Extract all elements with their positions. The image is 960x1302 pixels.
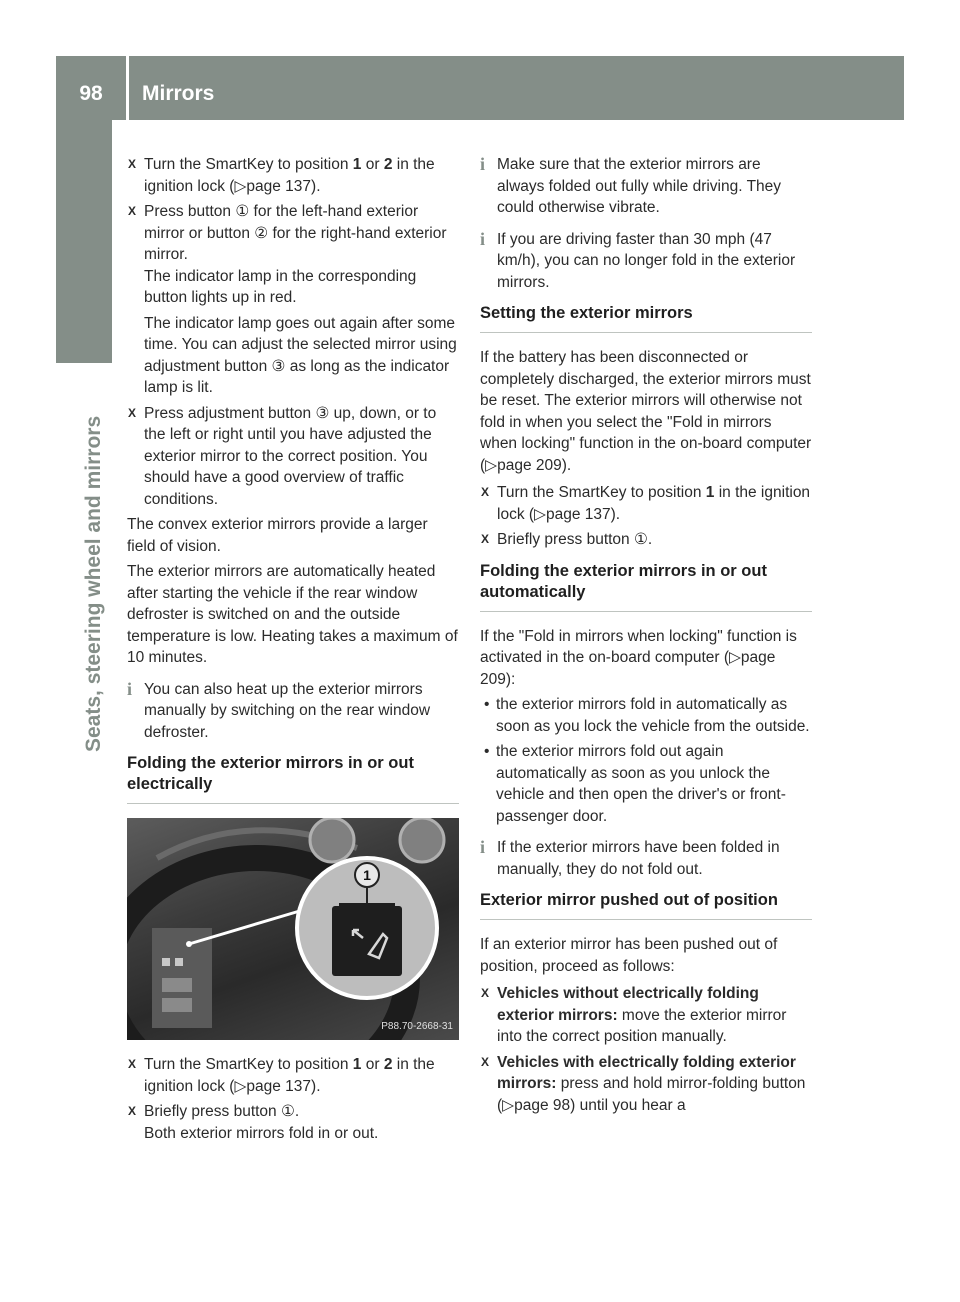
- page-ref-icon: ▷: [534, 505, 546, 523]
- arrow-icon: X: [481, 986, 490, 1000]
- side-tab-label: Seats, steering wheel and mirrors: [82, 415, 105, 752]
- image-caption: P88.70-2668-31: [381, 1020, 453, 1032]
- info-icon: i: [480, 837, 486, 857]
- page-number: 98: [79, 82, 103, 105]
- paragraph: If an exterior mirror has been pushed out of position, proceed as follows:: [480, 936, 778, 975]
- info-note: i If you are driving faster than 30 mph (47 km/h), you can no longer fold in the exterior mirrors.: [480, 228, 796, 291]
- arrow-icon: X: [481, 1054, 490, 1069]
- section-heading: Folding the exterior mirrors in or out automatically: [480, 561, 812, 612]
- header-divider: [126, 56, 129, 120]
- section-heading: Setting the exterior mirrors: [480, 303, 812, 333]
- arrow-icon: X: [128, 1104, 137, 1118]
- arrow-icon: X: [128, 1057, 137, 1071]
- info-note: i You can also heat up the exterior mirrors manually by switching on the rear window defroster.: [127, 678, 431, 741]
- page-ref-link[interactable]: page 98) until you hear a: [514, 1096, 686, 1114]
- paragraph: If the battery has been disconnected or completely discharged, the exterior mirrors must be reset. The exterior mirrors will otherwise not fold in when you select the "Fold in mirrors when locking" function in the on-board computer (▷page 209).: [480, 349, 812, 474]
- paragraph: The exterior mirrors are automatically heated after starting the vehicle if the rear window defroster is switched on and the outside temperature is low. Heating takes a maximum of 10 minutes.: [127, 563, 458, 666]
- arrow-icon: X: [128, 405, 137, 420]
- page-ref-icon: ▷: [234, 177, 247, 195]
- info-icon: i: [480, 154, 486, 174]
- callout-number: 1: [363, 867, 371, 883]
- arrow-icon: X: [128, 157, 137, 171]
- arrow-icon: X: [481, 532, 490, 546]
- info-note: i If the exterior mirrors have been folded in manually, they do not fold out.: [480, 837, 780, 878]
- mirror-button-photo: [127, 818, 459, 1040]
- page-ref-link[interactable]: page 209):: [480, 649, 776, 688]
- info-icon: i: [127, 678, 133, 699]
- page-ref-icon: ▷: [234, 1077, 247, 1095]
- right-column: [480, 154, 812, 1120]
- instruction-step: X Vehicles without electrically folding exterior mirrors: move the exterior mirror into the correct position manually.: [481, 985, 787, 1045]
- page-ref-icon: ▷: [502, 1096, 515, 1114]
- section-title: Mirrors: [142, 82, 215, 105]
- list-item: • the exterior mirrors fold in automatically as soon as you lock the vehicle from the outside.: [484, 696, 810, 735]
- instruction-step: X Vehicles with electrically folding exterior mirrors: press and hold mirror-folding button (▷page 98) until you hear a: [481, 1053, 806, 1114]
- bullet-icon: •: [484, 743, 490, 760]
- instruction-step: X Press button ① for the left-hand exterior mirror or button ② for the right-hand exterior mirror. The indicator lamp in the corresponding button lights up in red.: [128, 203, 447, 306]
- info-icon: i: [480, 228, 486, 249]
- instruction-step: X Briefly press button ①. Both exterior mirrors fold in or out.: [128, 1103, 379, 1142]
- instruction-step: X Turn the SmartKey to position 1 in the ignition lock (▷page 137).: [481, 484, 811, 523]
- arrow-icon: X: [481, 485, 490, 499]
- paragraph: The convex exterior mirrors provide a larger field of vision.: [127, 516, 428, 555]
- instruction-step: X Turn the SmartKey to position 1 or 2 in the ignition lock (▷page 137).: [128, 156, 435, 195]
- arrow-icon: X: [128, 204, 137, 218]
- info-note: i Make sure that the exterior mirrors are always folded out fully while driving. They could otherwise vibrate.: [480, 154, 782, 216]
- page-header: [56, 56, 904, 120]
- bullet-icon: •: [484, 696, 490, 713]
- list-item: • the exterior mirrors fold out again automatically as soon as you unlock the vehicle and then open the driver's or front-passenger door.: [484, 743, 786, 825]
- page-ref-link[interactable]: page 209).: [497, 456, 572, 474]
- instruction-step: X Briefly press button ①.: [480, 529, 812, 551]
- page-ref-link[interactable]: page 137).: [545, 505, 621, 523]
- paragraph: If the "Fold in mirrors when locking" function is activated in the on-board computer (▷page 209):: [480, 627, 797, 688]
- section-heading: Folding the exterior mirrors in or out electrically: [127, 753, 459, 804]
- steering-wheel-illustration: [127, 818, 459, 1040]
- page-ref-link[interactable]: page 137).: [246, 177, 321, 195]
- page-ref-link[interactable]: page 137).: [246, 1077, 321, 1095]
- side-tab-marker: [56, 120, 112, 363]
- step-note: The indicator lamp goes out again after some time. You can adjust the selected mirror using adjustment button ③ as long as the indicator lamp is lit.: [144, 314, 457, 396]
- instruction-step: X Turn the SmartKey to position 1 or 2 in the ignition lock (▷page 137).: [128, 1056, 435, 1095]
- page-ref-icon: ▷: [485, 456, 498, 474]
- section-heading: Exterior mirror pushed out of position: [480, 890, 812, 920]
- left-column: [127, 154, 459, 1148]
- page-ref-icon: ▷: [729, 649, 741, 666]
- instruction-step: X Press adjustment button ③ up, down, or to the left or right until you have adjusted the exterior mirror to the correct position. You should have a good overview of traffic conditions.: [128, 404, 437, 508]
